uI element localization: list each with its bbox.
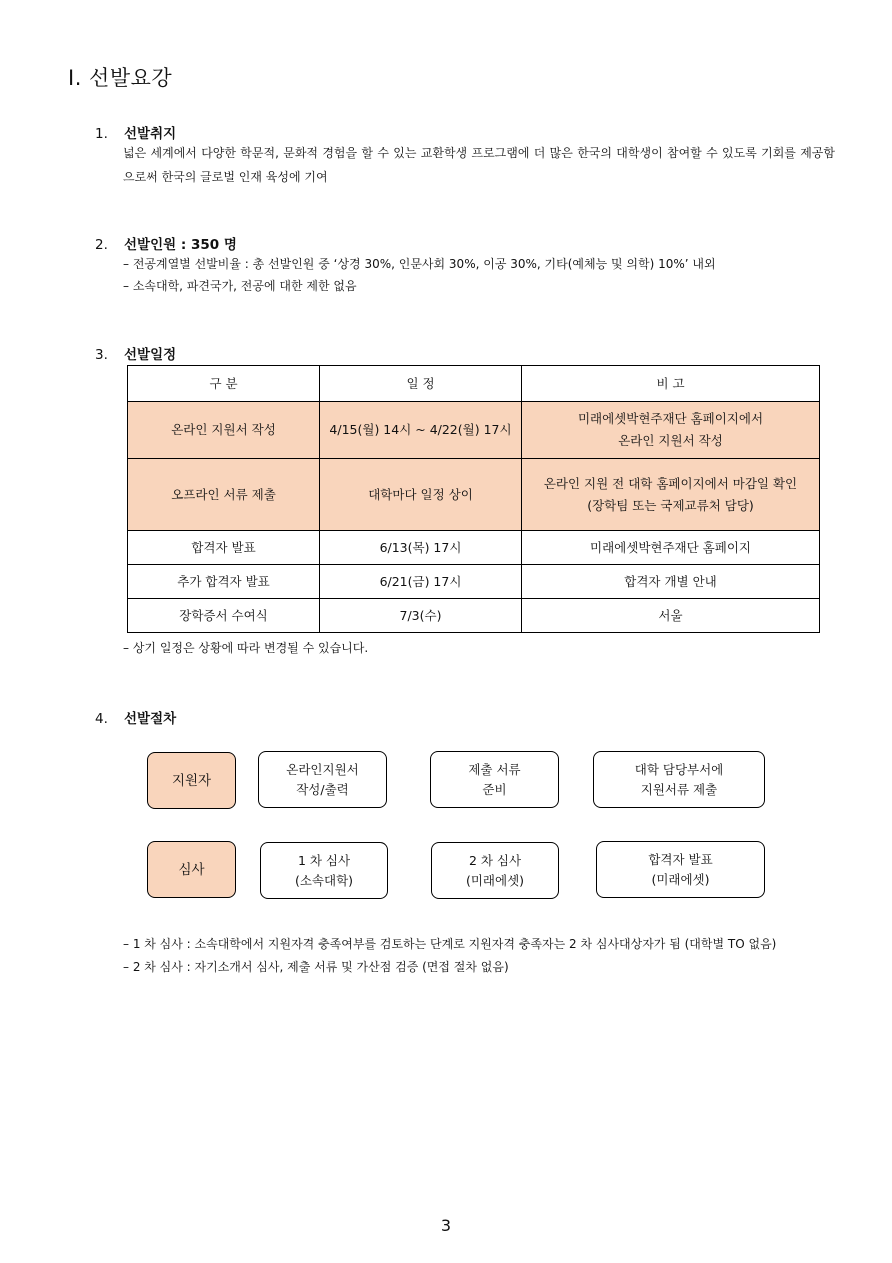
table-row [128,565,820,599]
process-step-box [430,751,559,808]
schedule-date: 6/21(금) 17시 [320,565,522,599]
schedule-category: 온라인 지원서 작성 [128,402,320,459]
table-row [128,402,820,459]
note-line: 미래에셋박현주재단 홈페이지에서 [577,411,764,426]
schedule-category: 추가 합격자 발표 [128,565,320,599]
note-line: (장학팀 또는 국제교류처 담당) [587,497,754,513]
step-line: 2 차 심사 [468,852,522,868]
step-line: 작성/출력 [296,781,349,797]
table-row [128,531,820,565]
section-4-title [95,707,176,727]
step-line: 1 차 심사 [297,852,351,868]
schedule-category: 장학증서 수여식 [128,599,320,633]
process-step-box [431,842,559,899]
section-title-text: 선발인원 : 350 명 [124,237,237,253]
table-header-cell: 일 정 [320,366,522,402]
step-line: 준비 [482,781,507,797]
purpose-paragraph: 넓은 세계에서 다양한 학문적, 문화적 경험을 할 수 있는 교환학생 프로그램에 더 많은 한국의 대학생이 참여할 수 있도록 기회를 제공함으로써 한국의 글로벌 인재 육성에 기여 [123,146,835,184]
note-line: 온라인 지원서 작성 [618,433,723,448]
section-2-title [95,233,237,253]
section-title-text: 선발일정 [124,347,177,363]
process-note-2: – 2 차 심사 : 자기소개서 심사, 제출 서류 및 가산점 검증 (면접 절차 없음) [123,960,509,974]
table-header-cell: 비 고 [522,366,820,402]
section-1-title [95,122,176,142]
schedule-note [522,459,820,531]
step-line: 지원서류 제출 [640,781,718,797]
schedule-date: 6/13(목) 17시 [320,531,522,565]
applicant-label-box: 지원자 [147,752,236,809]
schedule-note: 합격자 개별 안내 [522,565,820,599]
process-note-1: – 1 차 심사 : 소속대학에서 지원자격 충족여부를 검토하는 단계로 지원자격 충족자는 2 차 심사대상자가 됨 (대학별 TO 없음) [123,937,777,951]
schedule-note [522,402,820,459]
schedule-note: 미래에셋박현주재단 홈페이지 [522,531,820,565]
table-row [128,599,820,633]
schedule-date: 7/3(수) [320,599,522,633]
schedule-category: 합격자 발표 [128,531,320,565]
table-header-row [128,366,820,402]
quota-note-1: – 전공계열별 선발비율 : 총 선발인원 중 ‘상경 30%, 인문사회 30%, 이공 30%, 기타(예체능 및 의학) 10%’ 내외 [123,257,716,271]
step-line: (소속대학) [294,872,354,888]
quota-note-2: – 소속대학, 파견국가, 전공에 대한 제한 없음 [123,279,357,293]
table-header-cell: 구 분 [128,366,320,402]
note-line: 온라인 지원 전 대학 홈페이지에서 마감일 확인 [543,475,798,491]
process-step-box [596,841,765,898]
section-3-title [95,343,176,363]
section-title-text: 선발취지 [124,126,177,142]
step-line: 온라인지원서 [286,761,359,777]
process-step-box [593,751,765,808]
step-line: (미래에셋) [651,871,710,887]
page-number: 3 [440,1216,452,1235]
step-line: 합격자 발표 [648,851,713,867]
schedule-category: 오프라인 서류 제출 [128,459,320,531]
process-step-box [260,842,388,899]
schedule-date: 대학마다 일정 상이 [320,459,522,531]
table-row [128,459,820,531]
step-line: (미래에셋) [465,872,525,888]
review-label-box: 심사 [147,841,236,898]
schedule-note: 서울 [522,599,820,633]
process-step-box [258,751,387,808]
section-number: 3. [95,347,108,363]
section-number: 2. [95,237,108,253]
section-number: 4. [95,711,108,727]
section-number: 1. [95,126,108,142]
step-line: 제출 서류 [468,761,521,777]
schedule-footnote: – 상기 일정은 상황에 따라 변경될 수 있습니다. [123,641,369,655]
chapter-heading: Ⅰ. 선발요강 [68,66,173,90]
schedule-table [127,365,820,633]
schedule-date: 4/15(월) 14시 ~ 4/22(월) 17시 [320,402,522,459]
section-title-text: 선발절차 [124,711,177,727]
step-line: 대학 담당부서에 [634,761,724,777]
